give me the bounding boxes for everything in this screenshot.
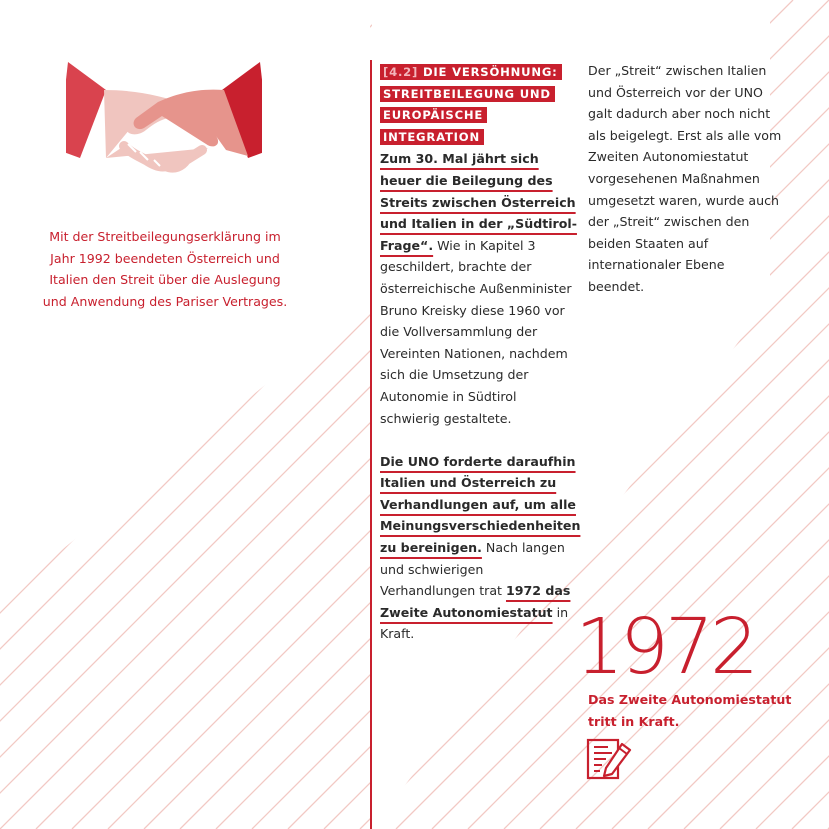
- column-divider: [370, 60, 372, 829]
- paragraph-2-emphasis-2: 1972 das Zweite Autonomiestatut: [380, 583, 571, 620]
- handshake-icon: [66, 60, 262, 180]
- paragraph-1-text: Wie in Kapitel 3 geschildert, brachte der österreichische Außenminister Bruno Kreisky diese 1960 vor die Vollversammlung der Vereinten Nationen, nachdem sich die Umsetzung der Autonomie in Südtirol schwierig gestaltete.: [380, 237, 572, 426]
- section-heading: [380, 62, 580, 148]
- highlight-year: 1972: [575, 603, 755, 692]
- paragraph-1-emphasis: Zum 30. Mal jährt sich heuer die Beilegung des Streits zwischen Österreich und Italien in der „Südtirol-Frage“.: [380, 151, 577, 253]
- paragraph-1: [380, 148, 580, 429]
- main-column: [380, 62, 580, 645]
- document-pencil-icon: [586, 738, 632, 782]
- handshake-caption: Mit der Streitbeilegungserklärung im Jahr 1992 beendeten Österreich und Italien den Streit über die Auslegung und Anwendung des Pariser Vertrages.: [42, 229, 288, 309]
- paragraph-2: [380, 451, 580, 645]
- side-column-text: Der „Streit“ zwischen Italien und Österreich vor der UNO galt dadurch aber noch nicht als beigelegt. Erst als alle vom Zweiten Autonomiestatut vorgesehenen Maßnahmen umgesetzt waren, wurde auch der „Streit“ zwischen den beiden Staaten auf internationaler Ebene beendet.: [588, 63, 782, 294]
- section-number: [4.2]: [383, 65, 419, 79]
- section-title: DIE VERSÖHNUNG: STREITBEILEGUNG UND EUROPÄISCHE INTEGRATION: [383, 65, 558, 144]
- paragraph-2-text: Nach langen und schwierigen Verhandlungen trat: [380, 540, 565, 599]
- paragraph-2-emphasis: Die UNO forderte daraufhin Italien und Österreich zu Verhandlungen auf, um alle Meinungsverschiedenheiten zu bereinigen.: [380, 453, 581, 556]
- highlight-subtitle: Das Zweite Autonomiestatut tritt in Kraft.: [588, 692, 792, 729]
- paragraph-2-end: in Kraft.: [380, 604, 569, 642]
